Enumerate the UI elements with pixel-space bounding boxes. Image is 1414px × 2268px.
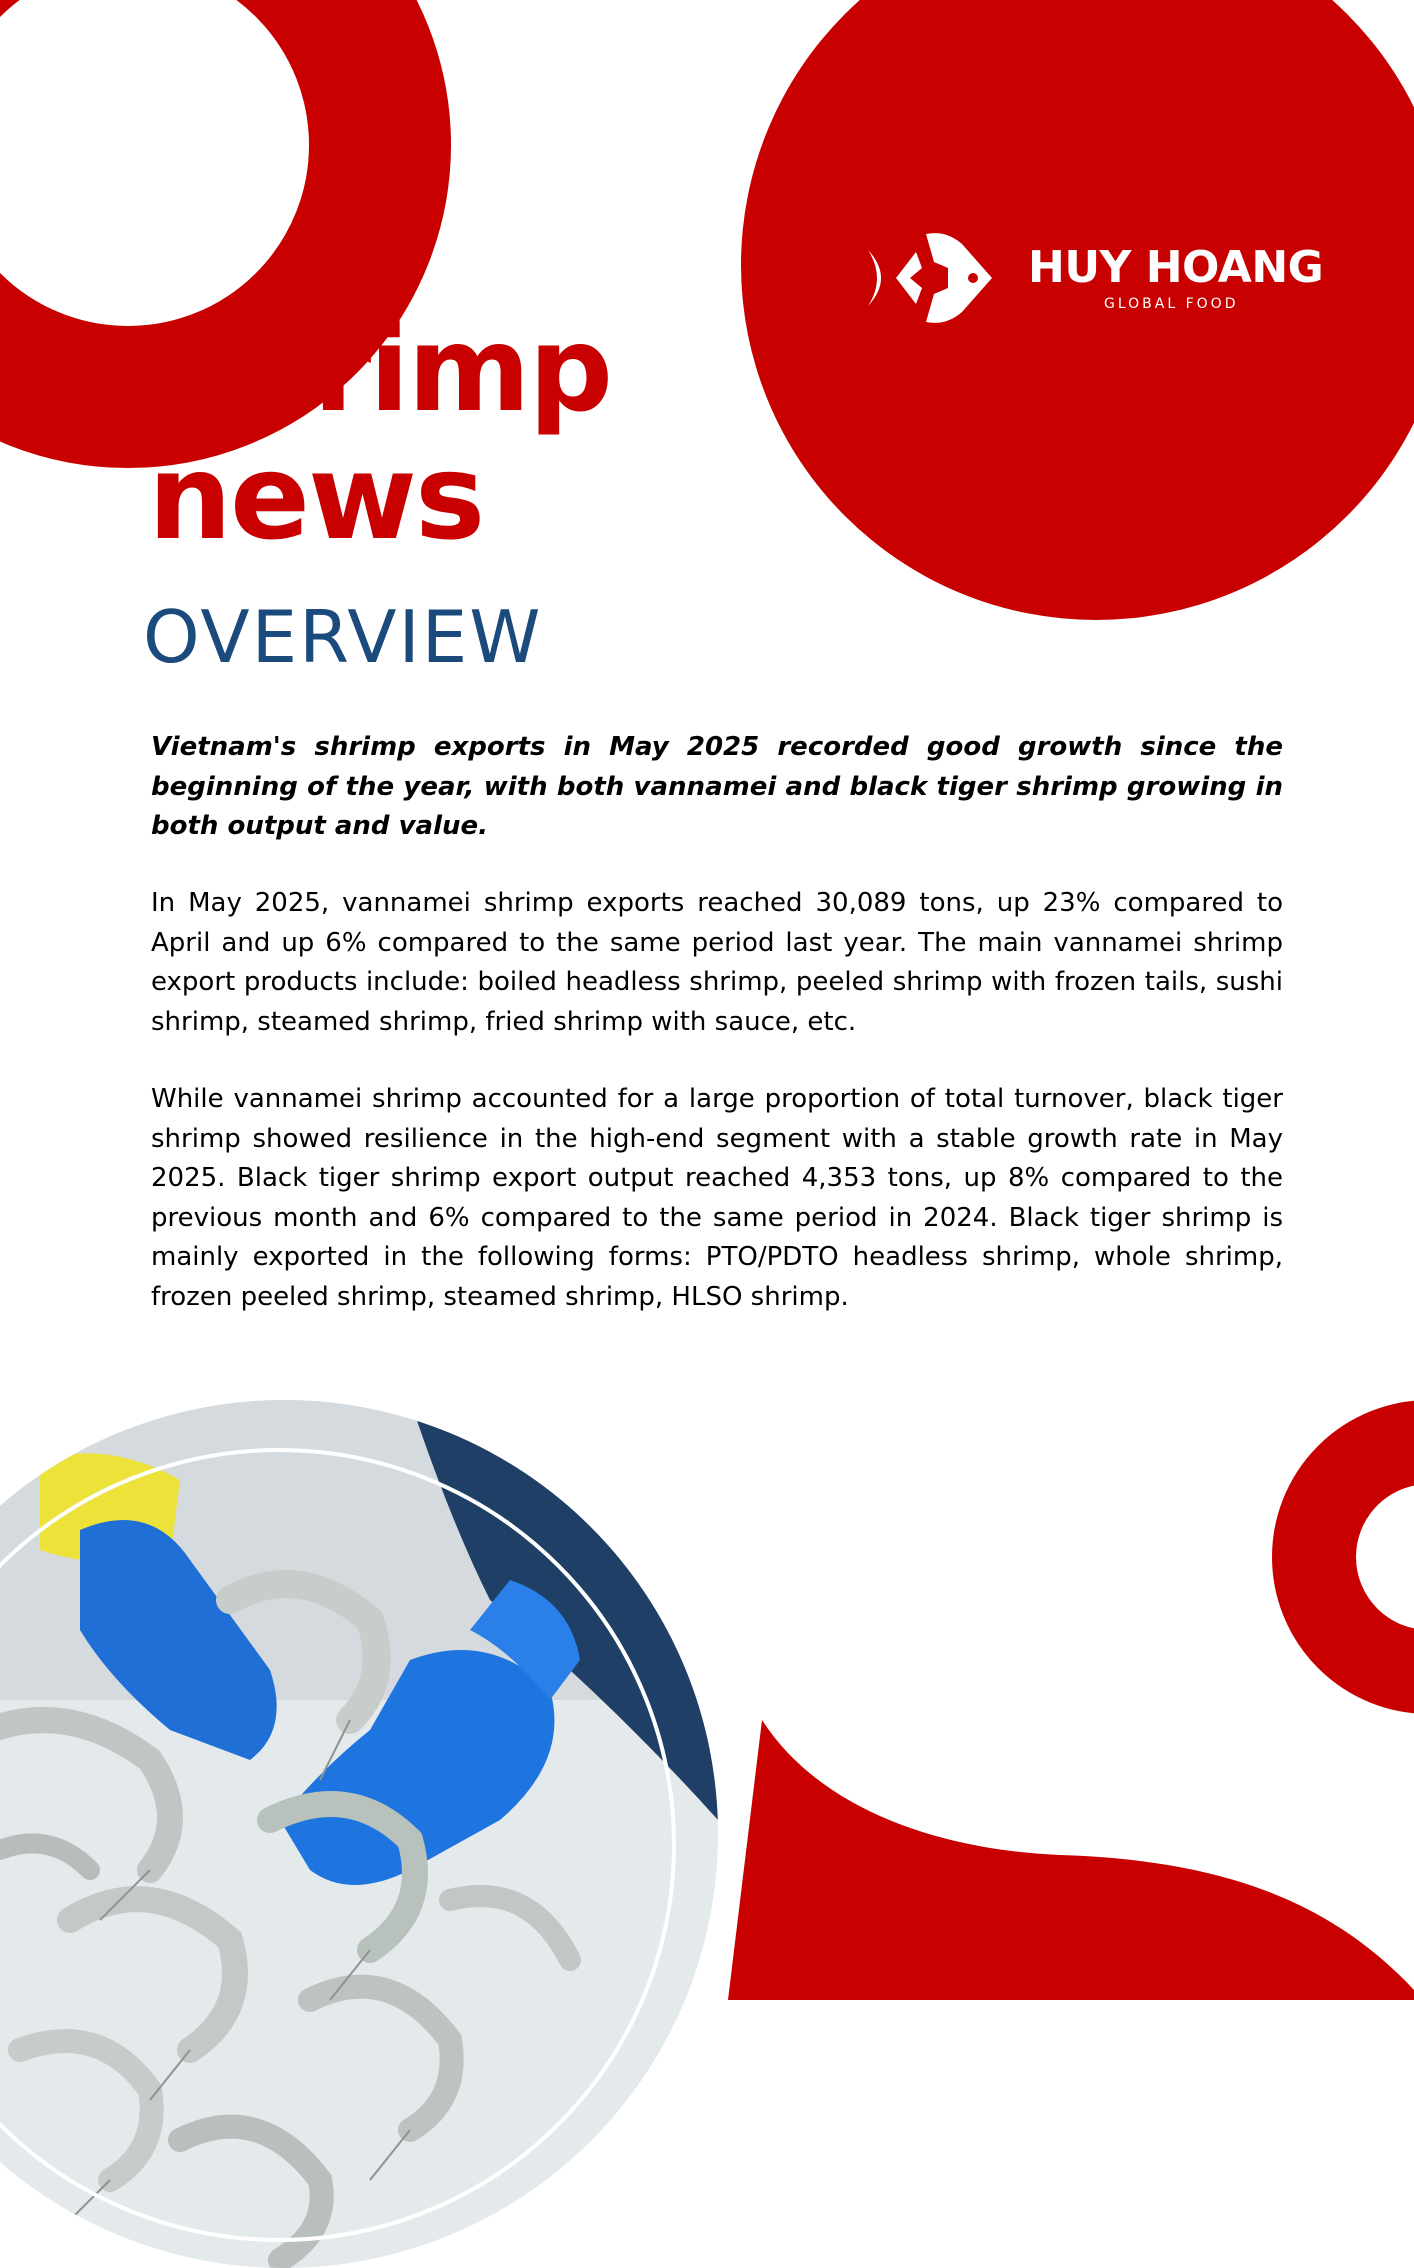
paragraph-black-tiger: While vannamei shrimp accounted for a large proportion of total turnover, black tiger shrimp showed resilience in the high-end segment with a stable growth rate in May 2025. Black tiger shrimp export output reached 4,353 tons, up 8% compared to the previous month and 6% compared to the same period in 2024. Black tiger shrimp is mainly exported in the following forms: PTO/PDTO headless shrimp, whole shrimp, frozen peeled shrimp, steamed shrimp, HLSO shrimp. [151,1084,1283,1312]
lead-paragraph: Vietnam's shrimp exports in May 2025 recorded good growth since the beginning of the year, with both vannamei and black tiger shrimp growing in both output and value. [151,732,1283,841]
section-subtitle: OVERVIEW [143,595,543,679]
brand-logo [864,228,1324,328]
fish-logo-icon [864,228,994,328]
brand-name: HUY HOANG [1028,242,1324,293]
paragraph-vannamei: In May 2025, vannamei shrimp exports reached 30,089 tons, up 23% compared to April and up 6% compared to the same period last year. The main vannamei shrimp export products include: boiled headless shrimp, peeled shrimp with frozen tails, sushi shrimp, steamed shrimp, fried shrimp with sauce, etc. [151,888,1283,1037]
page-title: Shrimp news [148,300,612,566]
brand-tagline: GLOBAL FOOD [1104,296,1239,312]
